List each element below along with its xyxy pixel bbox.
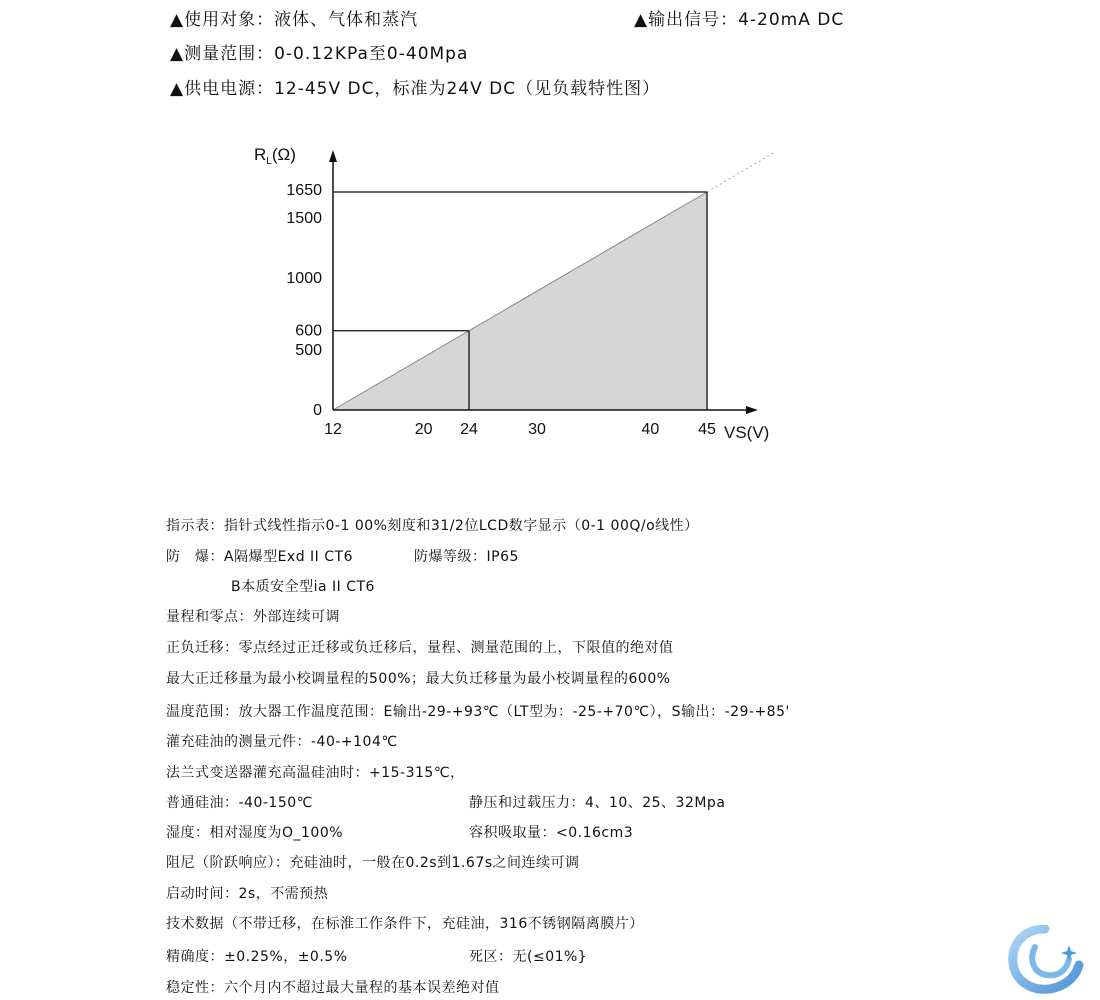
- y-tick-label: 0: [313, 402, 322, 419]
- spec-output-signal: ▲输出信号：4-20mA DC: [634, 10, 845, 30]
- spec-measure-range: ▲测量范围：0-0.12KPa至0-40Mpa: [170, 44, 469, 64]
- spec-dead-zone: 死区：无(≤01%}: [469, 949, 588, 965]
- spec-temperature: 温度范围：放大器工作温度范围：E输出-29-+93℃（LT型为：-25-+70℃），S输出：-29-+85': [166, 704, 790, 720]
- spec-flange: 法兰式变送器灌充高温硅油时：+15-315℃，: [166, 765, 465, 781]
- spec-span-zero: 量程和零点：外部连续可调: [166, 609, 340, 625]
- spec-damping: 阻尼（阶跃响应）：充硅油时，一般在0.2s到1.67s之间连续可调: [166, 855, 580, 871]
- spec-volume: 容积吸取量：<0.16cm3: [469, 825, 634, 841]
- x-tick-label: 30: [528, 421, 546, 438]
- spec-indicator: 指示表：指针式线性指示0-1 00%刻度和31/2位LCD数字显示（0-1 00Q/o线性）: [166, 518, 699, 534]
- spec-tech-data: 技术数据（不带迁移，在标淮工作条件下，充硅油，316不锈钢隔离膜片）: [166, 916, 644, 932]
- y-axis-label: $R_L(\Omega)$: [254, 145, 296, 167]
- spec-silicone-element: 灌充硅油的测量元件：-40-+104℃: [166, 734, 398, 750]
- spec-migration-max: 最大正迁移量为最小校调量程的500%；最大负迁移量为最小校调量程的600%: [166, 671, 671, 687]
- spec-protection-level: 防爆等级：IP65: [414, 549, 519, 565]
- y-tick-label: 1650: [286, 182, 322, 199]
- x-tick-label: 24: [460, 421, 478, 438]
- brand-logo-icon: [1005, 925, 1085, 995]
- x-tick-label: 45: [698, 421, 716, 438]
- spec-accuracy: 精确度：±0.25%，±0.5%: [166, 949, 348, 965]
- spec-explosion-b: B本质安全型ia II CT6: [231, 579, 375, 595]
- x-axis-arrow: [746, 406, 758, 414]
- spec-power-supply: ▲供电电源：12-45V DC，标准为24V DC（见负载特性图）: [170, 79, 661, 99]
- spec-usage: ▲使用对象：液体、气体和蒸汽: [170, 10, 419, 30]
- spec-migration: 正负迁移：零点经过正迁移或负迁移后，量程、测量范围的上，下限值的绝对值: [166, 640, 674, 656]
- x-tick-label: 20: [414, 421, 433, 438]
- spec-static-pressure: 静压和过载压力：4、10、25、32Mpa: [469, 795, 726, 811]
- y-tick-label: 600: [295, 322, 322, 340]
- x-tick-label: 40: [641, 421, 660, 438]
- spec-stability: 稳定性：六个月内不超过最大量程的基本误差绝对值: [166, 980, 500, 996]
- x-axis-label: VS(V): [724, 423, 770, 442]
- y-tick-label: 1000: [286, 269, 322, 287]
- spec-explosion-a: 防 爆：A隔爆型Exd II CT6: [166, 549, 353, 565]
- spec-humidity: 湿度：相对湿度为O_100%: [166, 825, 344, 841]
- x-tick-label: 12: [324, 421, 342, 438]
- y-axis-arrow: [329, 150, 337, 162]
- spec-normal-oil: 普通硅油：-40-150℃: [166, 795, 313, 811]
- y-tick-label: 500: [295, 341, 322, 359]
- load-line-extension: [707, 152, 775, 192]
- y-tick-label: 1500: [286, 209, 322, 227]
- spec-startup: 启动时间：2s，不需预热: [166, 886, 329, 902]
